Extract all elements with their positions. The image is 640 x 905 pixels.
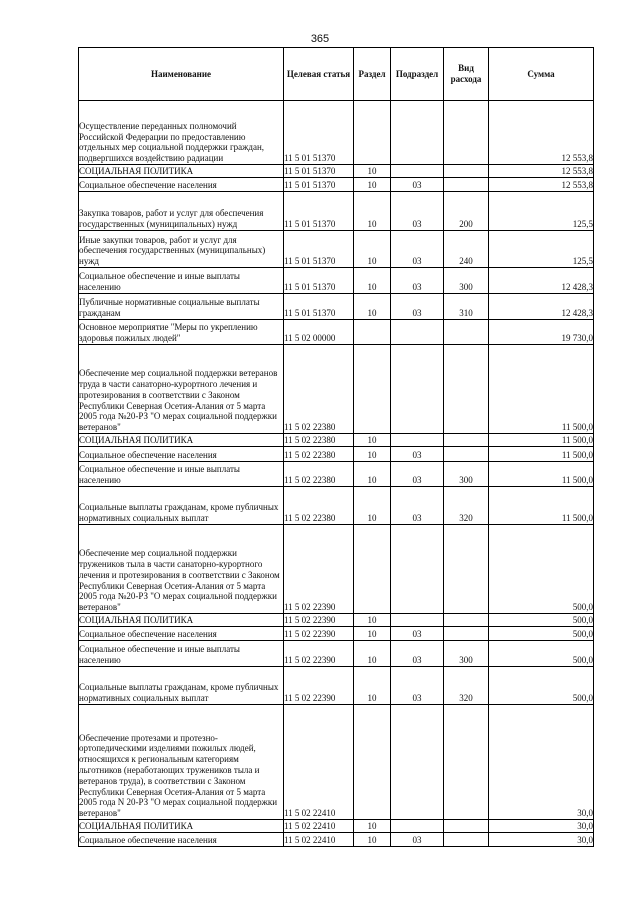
row-kind: [444, 614, 489, 627]
row-subsection: [391, 614, 444, 627]
row-section: 10: [354, 641, 391, 667]
row-code: 11 5 02 22390: [284, 667, 354, 705]
row-sum: 30,0: [489, 820, 594, 833]
header-name: Наименование: [79, 48, 284, 101]
row-name: СОЦИАЛЬНАЯ ПОЛИТИКА: [79, 820, 284, 833]
row-section: [354, 525, 391, 614]
table-row: [79, 101, 594, 165]
table-row: [79, 833, 594, 847]
table-row: [79, 268, 594, 294]
row-name: Социальные выплаты гражданам, кроме публичных нормативных социальных выплат: [79, 487, 284, 525]
row-code: 11 5 01 51370: [284, 192, 354, 231]
row-sum: 11 500,0: [489, 487, 594, 525]
row-code: 11 5 02 22410: [284, 820, 354, 833]
row-kind: 240: [444, 231, 489, 268]
row-section: 10: [354, 487, 391, 525]
row-name: СОЦИАЛЬНАЯ ПОЛИТИКА: [79, 165, 284, 178]
row-subsection: 03: [391, 627, 444, 641]
table-row: [79, 627, 594, 641]
row-section: [354, 320, 391, 345]
row-code: 11 5 02 22390: [284, 614, 354, 627]
row-subsection: [391, 705, 444, 820]
table-row: [79, 462, 594, 487]
row-code: 11 5 02 22380: [284, 487, 354, 525]
row-subsection: [391, 101, 444, 165]
row-subsection: 03: [391, 447, 444, 462]
row-kind: 300: [444, 268, 489, 294]
row-name: Социальное обеспечение населения: [79, 178, 284, 192]
row-subsection: 03: [391, 833, 444, 847]
row-kind: [444, 627, 489, 641]
table-row: [79, 641, 594, 667]
row-section: 10: [354, 231, 391, 268]
row-name: Социальные выплаты гражданам, кроме публичных нормативных социальных выплат: [79, 667, 284, 705]
budget-table: [78, 47, 594, 847]
row-section: 10: [354, 447, 391, 462]
row-sum: 11 500,0: [489, 447, 594, 462]
table-row: [79, 447, 594, 462]
row-section: 10: [354, 178, 391, 192]
row-sum: 11 500,0: [489, 462, 594, 487]
row-subsection: [391, 320, 444, 345]
row-subsection: [391, 820, 444, 833]
row-code: 11 5 01 51370: [284, 178, 354, 192]
row-name: Обеспечение мер социальной поддержки тружеников тыла в части санаторно-курортного лечения и протезирования в соответствии с Законом Республики Северная Осетия-Алания от 5 марта 2005 года №20-РЗ "О мерах социальной поддержки ветеранов": [79, 525, 284, 614]
row-subsection: 03: [391, 231, 444, 268]
row-kind: [444, 434, 489, 447]
table-row: [79, 165, 594, 178]
row-section: [354, 345, 391, 434]
row-subsection: [391, 345, 444, 434]
row-section: 10: [354, 462, 391, 487]
row-name: Иные закупки товаров, работ и услуг для обеспечения государственных (муниципальных) нужд: [79, 231, 284, 268]
row-kind: [444, 525, 489, 614]
row-section: 10: [354, 268, 391, 294]
row-kind: [444, 447, 489, 462]
row-code: 11 5 01 51370: [284, 231, 354, 268]
row-sum: 500,0: [489, 627, 594, 641]
table-row: [79, 231, 594, 268]
row-sum: 12 553,8: [489, 165, 594, 178]
row-name: Обеспечение протезами и протезно-ортопедическими изделиями пожилых людей, относящихся к региональным категориям льготников (неработающих тружеников тыла и ветеранов труда), в соответствии с Законом Республики Северная Осетия-Алания от 5 марта 2005 года N 20-РЗ "О мерах социальной поддержки ветеранов": [79, 705, 284, 820]
row-name: СОЦИАЛЬНАЯ ПОЛИТИКА: [79, 434, 284, 447]
row-subsection: 03: [391, 192, 444, 231]
table-row: [79, 178, 594, 192]
row-sum: 12 553,8: [489, 101, 594, 165]
table-row: [79, 525, 594, 614]
row-section: 10: [354, 667, 391, 705]
row-name: Обеспечение мер социальной поддержки ветеранов труда в части санаторно-курортного лечения и протезирования в соответствии с Законом Республики Северная Осетия-Алания от 5 марта 2005 года №20-РЗ "О мерах социальной поддержки ветеранов": [79, 345, 284, 434]
row-kind: [444, 165, 489, 178]
row-code: 11 5 02 22390: [284, 627, 354, 641]
row-sum: 500,0: [489, 641, 594, 667]
row-sum: 500,0: [489, 614, 594, 627]
row-subsection: [391, 165, 444, 178]
row-kind: 300: [444, 462, 489, 487]
row-kind: 300: [444, 641, 489, 667]
row-sum: 11 500,0: [489, 434, 594, 447]
row-code: 11 5 01 51370: [284, 268, 354, 294]
header-sum: Сумма: [489, 48, 594, 101]
row-name: Основное мероприятие "Меры по укреплению здоровья пожилых людей": [79, 320, 284, 345]
row-kind: [444, 101, 489, 165]
table-row: [79, 614, 594, 627]
row-subsection: 03: [391, 178, 444, 192]
row-section: 10: [354, 192, 391, 231]
row-code: 11 5 01 51370: [284, 294, 354, 320]
row-code: 11 5 02 22390: [284, 641, 354, 667]
table-row: [79, 294, 594, 320]
row-code: 11 5 02 22410: [284, 833, 354, 847]
row-kind: [444, 345, 489, 434]
row-code: 11 5 02 22380: [284, 447, 354, 462]
row-kind: [444, 178, 489, 192]
row-subsection: [391, 525, 444, 614]
table-row: [79, 434, 594, 447]
row-subsection: 03: [391, 667, 444, 705]
row-kind: [444, 705, 489, 820]
row-section: 10: [354, 833, 391, 847]
row-name: Социальное обеспечение и иные выплаты населению: [79, 268, 284, 294]
header-subsection: Подраздел: [391, 48, 444, 101]
header-section: Раздел: [354, 48, 391, 101]
row-kind: 310: [444, 294, 489, 320]
row-kind: [444, 320, 489, 345]
row-sum: 125,5: [489, 192, 594, 231]
row-section: 10: [354, 820, 391, 833]
row-code: 11 5 01 51370: [284, 165, 354, 178]
row-code: 11 5 02 00000: [284, 320, 354, 345]
row-code: 11 5 02 22380: [284, 462, 354, 487]
table-row: [79, 820, 594, 833]
row-name: Социальное обеспечение и иные выплаты населению: [79, 641, 284, 667]
table-row: [79, 345, 594, 434]
row-section: [354, 101, 391, 165]
row-kind: 320: [444, 667, 489, 705]
row-name: Социальное обеспечение и иные выплаты населению: [79, 462, 284, 487]
row-name: Социальное обеспечение населения: [79, 833, 284, 847]
row-section: [354, 705, 391, 820]
row-sum: 30,0: [489, 833, 594, 847]
row-code: 11 5 02 22380: [284, 345, 354, 434]
row-name: Закупка товаров, работ и услуг для обеспечения государственных (муниципальных) нужд: [79, 192, 284, 231]
row-section: 10: [354, 627, 391, 641]
row-name: Социальное обеспечение населения: [79, 447, 284, 462]
row-kind: [444, 820, 489, 833]
table-row: [79, 192, 594, 231]
row-name: Публичные нормативные социальные выплаты гражданам: [79, 294, 284, 320]
row-sum: 19 730,0: [489, 320, 594, 345]
row-sum: 500,0: [489, 525, 594, 614]
table-row: [79, 705, 594, 820]
row-subsection: [391, 434, 444, 447]
row-section: 10: [354, 165, 391, 178]
table-row: [79, 667, 594, 705]
row-name: Социальное обеспечение населения: [79, 627, 284, 641]
row-subsection: 03: [391, 641, 444, 667]
row-kind: 320: [444, 487, 489, 525]
row-sum: 30,0: [489, 705, 594, 820]
row-code: 11 5 02 22410: [284, 705, 354, 820]
row-subsection: 03: [391, 487, 444, 525]
table-row: [79, 487, 594, 525]
row-name: Осуществление переданных полномочий Российской Федерации по предоставлению отдельных мер социальной поддержки граждан, подвергшихся воздействию радиации: [79, 101, 284, 165]
row-subsection: 03: [391, 268, 444, 294]
row-code: 11 5 02 22380: [284, 434, 354, 447]
row-sum: 12 428,3: [489, 268, 594, 294]
row-code: 11 5 02 22390: [284, 525, 354, 614]
row-kind: [444, 833, 489, 847]
page-number: 365: [310, 33, 330, 45]
row-sum: 12 553,8: [489, 178, 594, 192]
row-sum: 11 500,0: [489, 345, 594, 434]
row-sum: 500,0: [489, 667, 594, 705]
row-section: 10: [354, 434, 391, 447]
row-section: 10: [354, 614, 391, 627]
row-section: 10: [354, 294, 391, 320]
row-subsection: 03: [391, 294, 444, 320]
row-sum: 12 428,3: [489, 294, 594, 320]
header-code: Целевая статья: [284, 48, 354, 101]
header-kind: Вид расхода: [444, 48, 489, 101]
row-subsection: 03: [391, 462, 444, 487]
table-header-row: [79, 48, 594, 101]
row-sum: 125,5: [489, 231, 594, 268]
row-code: 11 5 01 51370: [284, 101, 354, 165]
row-kind: 200: [444, 192, 489, 231]
row-name: СОЦИАЛЬНАЯ ПОЛИТИКА: [79, 614, 284, 627]
table-row: [79, 320, 594, 345]
